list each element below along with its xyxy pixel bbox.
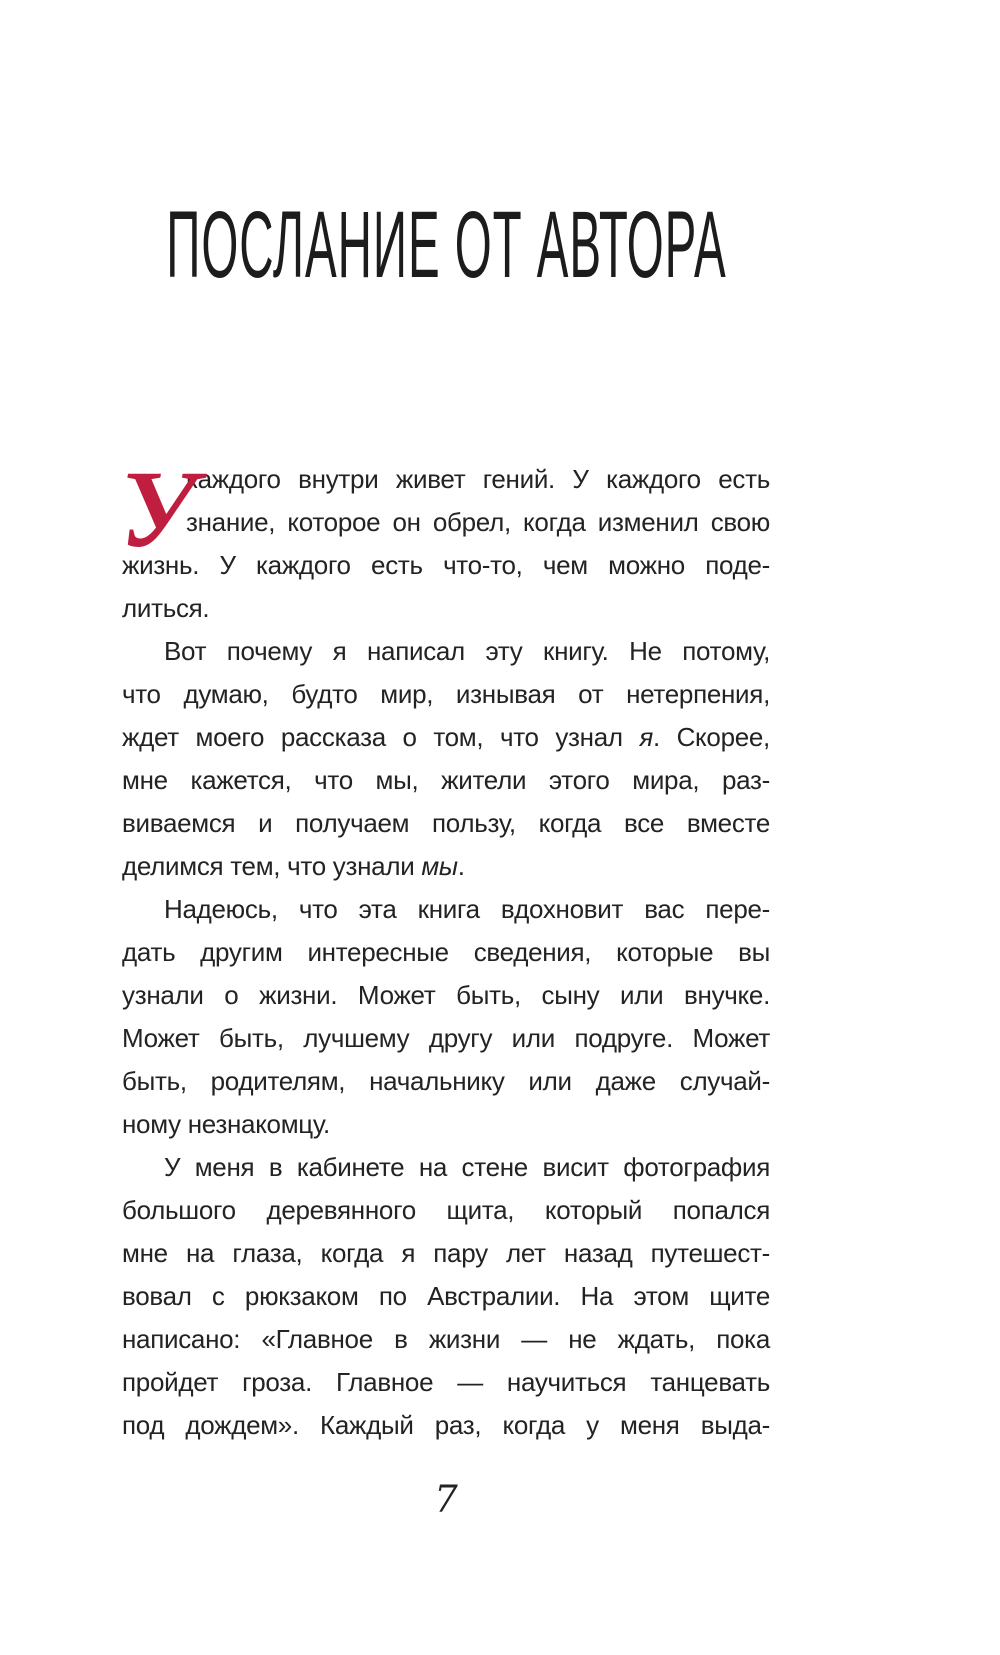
- text-line: Надеюсь, что эта книга вдохновит вас пере-: [164, 894, 770, 924]
- text-line: У меня в кабинете на стене висит фотография: [164, 1152, 770, 1182]
- text-line: мне на глаза, когда я пару лет назад путешест-: [122, 1238, 770, 1268]
- text-line: узнали о жизни. Может быть, сыну или внучке.: [122, 980, 770, 1010]
- text-line: жизнь. У каждого есть что-то, чем можно поде-: [122, 550, 770, 580]
- text-line: Может быть, лучшему другу или подруге. Может: [122, 1023, 770, 1053]
- page-number: 7: [434, 1478, 458, 1521]
- text-line: делимся тем, что узнали мы.: [122, 851, 465, 881]
- text-line: мне кажется, что мы, жители этого мира, раз-: [122, 765, 770, 795]
- text-line: быть, родителям, начальнику или даже случай-: [122, 1066, 770, 1096]
- text-line: знание, которое он обрел, когда изменил свою: [186, 507, 770, 537]
- text-line: каждого внутри живет гений. У каждого есть: [186, 464, 770, 494]
- text-line: литься.: [122, 593, 210, 623]
- text-line: большого деревянного щита, который попался: [122, 1195, 770, 1225]
- text-line: пройдет гроза. Главное — научиться танцевать: [122, 1367, 770, 1397]
- text-line: Вот почему я написал эту книгу. Не потому,: [164, 636, 770, 666]
- drop-cap-letter: У: [120, 448, 197, 570]
- paragraph: [122, 888, 770, 1146]
- body-text: [120, 448, 770, 1447]
- paragraph: [120, 448, 770, 630]
- paragraph: [122, 630, 770, 888]
- text-line: ждет моего рассказа о том, что узнал я. Скорее,: [122, 722, 770, 752]
- text-line: под дождем». Каждый раз, когда у меня выда-: [122, 1410, 770, 1440]
- text-line: ному незнакомцу.: [122, 1109, 330, 1139]
- text-line: виваемся и получаем пользу, когда все вместе: [122, 808, 770, 838]
- paragraph: [122, 1146, 770, 1447]
- page-title-text: ПОСЛАНИЕ ОТ АВТОРА: [165, 192, 727, 298]
- page-title: [122, 192, 770, 298]
- text-line: написано: «Главное в жизни — не ждать, пока: [122, 1324, 770, 1354]
- text-line: дать другим интересные сведения, которые вы: [122, 937, 770, 967]
- text-line: что думаю, будто мир, изнывая от нетерпения,: [122, 679, 770, 709]
- text-line: вовал с рюкзаком по Австралии. На этом щите: [122, 1281, 770, 1311]
